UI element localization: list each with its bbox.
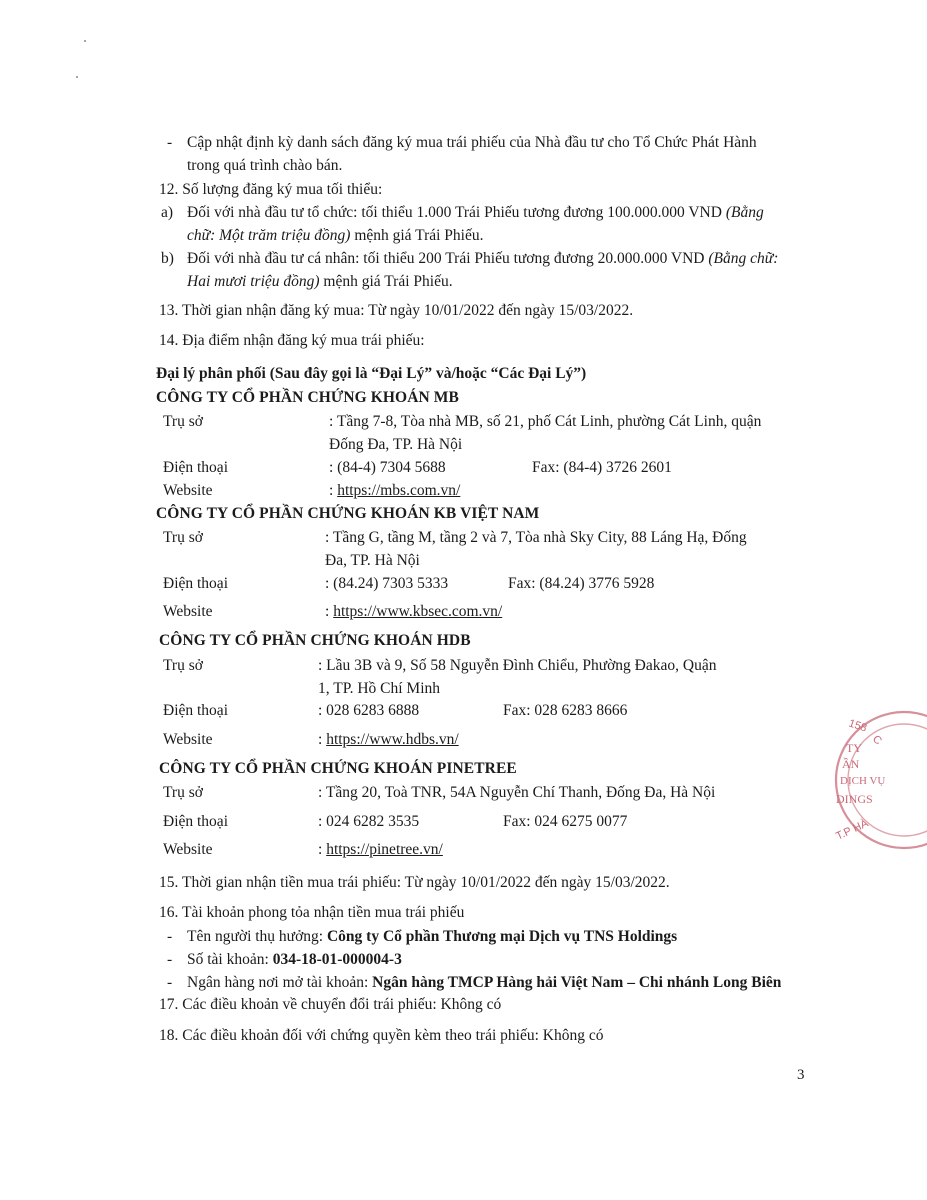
seal-line-1: TY	[846, 741, 862, 755]
item-12b-marker: b)	[161, 250, 174, 267]
item-16-beneficiary	[187, 927, 677, 947]
agent-phone-label: Điện thoại	[163, 459, 228, 476]
agent-website-row	[325, 602, 502, 622]
item-12a-line-1	[187, 203, 764, 223]
agent-hq-line-1: : Lầu 3B và 9, Số 58 Nguyễn Đình Chiểu, Phường Đakao, Quận	[318, 657, 717, 674]
intro-line-2: trong quá trình chào bán.	[187, 157, 343, 174]
agent-hq-label: Trụ sở	[163, 657, 203, 674]
agent-phone-label: Điện thoại	[163, 575, 228, 592]
agent-website-link-kb[interactable]: https://www.kbsec.com.vn/	[333, 603, 503, 620]
agent-hq-line-1: : Tầng G, tầng M, tầng 2 và 7, Tòa nhà Sky City, 88 Láng Hạ, Đống	[325, 529, 747, 546]
agent-website-label: Website	[163, 603, 213, 620]
agent-hq-line-1: : Tầng 7-8, Tòa nhà MB, số 21, phố Cát Linh, phường Cát Linh, quận	[329, 413, 762, 430]
item-12a-italic: (Bằng	[725, 204, 764, 221]
agent-heading: Đại lý phân phối (Sau đây gọi là “Đại Lý” và/hoặc “Các Đại Lý”)	[156, 365, 587, 382]
item-16-dash: -	[167, 974, 173, 991]
item-12-title: 12. Số lượng đăng ký mua tối thiểu:	[159, 181, 383, 198]
company-seal	[828, 704, 927, 852]
seal-bottom-text: T.P HÀ	[834, 817, 871, 843]
account-value: 034-18-01-000004-3	[272, 951, 402, 968]
agent-name-mb: CÔNG TY CỔ PHẦN CHỨNG KHOÁN MB	[156, 389, 459, 406]
item-12b-text: Đối với nhà đầu tư cá nhân: tối thiểu 200 Trái Phiếu tương đương 20.000.000 VND	[187, 250, 709, 267]
item-18: 18. Các điều khoản đối với chứng quyền kèm theo trái phiếu: Không có	[159, 1027, 604, 1044]
seal-top-c: C	[870, 733, 884, 748]
agent-name-hdb: CÔNG TY CỔ PHẦN CHỨNG KHOÁN HDB	[159, 632, 471, 649]
beneficiary-value: Công ty Cổ phần Thương mại Dịch vụ TNS Holdings	[326, 928, 678, 945]
item-12a-text: Đối với nhà đầu tư tổ chức: tối thiểu 1.000 Trái Phiếu tương đương 100.000.000 VND	[187, 204, 726, 221]
agent-fax: Fax: (84-4) 3726 2601	[532, 459, 672, 476]
agent-website-row	[318, 840, 443, 860]
item-15: 15. Thời gian nhận tiền mua trái phiếu: Từ ngày 10/01/2022 đến ngày 15/03/2022.	[159, 874, 670, 891]
agent-hq-line-2: Đa, TP. Hà Nội	[325, 552, 420, 569]
seal-line-3: DỊCH VỤ	[840, 775, 886, 787]
scan-speck	[84, 40, 86, 42]
seal-line-4: DINGS	[836, 792, 873, 806]
agent-hq-line-1: : Tầng 20, Toà TNR, 54A Nguyễn Chí Thanh, Đống Đa, Hà Nội	[318, 784, 716, 801]
seal-top-text: 158	[847, 717, 869, 735]
item-12b-line-1	[187, 249, 778, 269]
agent-hq-label: Trụ sở	[163, 529, 203, 546]
bank-label: Ngân hàng nơi mở tài khoản:	[187, 974, 373, 991]
bank-value: Ngân hàng TMCP Hàng hải Việt Nam – Chi nhánh Long Biên	[372, 974, 782, 991]
agent-website-prefix: :	[318, 731, 327, 748]
item-12b-line-2	[187, 272, 453, 292]
item-14: 14. Địa điểm nhận đăng ký mua trái phiếu:	[159, 332, 425, 349]
agent-website-label: Website	[163, 731, 213, 748]
agent-name-pinetree: CÔNG TY CỔ PHẦN CHỨNG KHOÁN PINETREE	[159, 760, 517, 777]
agent-phone-label: Điện thoại	[163, 702, 228, 719]
item-13: 13. Thời gian nhận đăng ký mua: Từ ngày 10/01/2022 đến ngày 15/03/2022.	[159, 302, 634, 319]
item-12a-marker: a)	[161, 204, 174, 221]
page-number: 3	[797, 1067, 805, 1083]
agent-website-row	[318, 730, 459, 750]
item-16-bank	[187, 973, 781, 993]
agent-website-prefix: :	[325, 603, 334, 620]
agent-website-link-pinetree[interactable]: https://pinetree.vn/	[326, 841, 443, 858]
agent-hq-label: Trụ sở	[163, 413, 203, 430]
item-12b-text-2: mệnh giá Trái Phiếu.	[319, 273, 453, 290]
item-17: 17. Các điều khoản về chuyển đổi trái phiếu: Không có	[159, 996, 502, 1013]
item-12b-italic-2: Hai mươi triệu đồng)	[187, 273, 320, 290]
agent-hq-line-2: 1, TP. Hồ Chí Minh	[318, 680, 441, 697]
item-12a-italic-2: chữ: Một trăm triệu đồng)	[187, 227, 351, 244]
item-16-title: 16. Tài khoản phong tỏa nhận tiền mua trái phiếu	[159, 904, 465, 921]
account-label: Số tài khoản:	[187, 951, 273, 968]
agent-website-row	[329, 481, 460, 501]
agent-phone: : (84.24) 7303 5333	[325, 575, 449, 592]
agent-phone-label: Điện thoại	[163, 813, 228, 830]
item-16-dash: -	[167, 951, 173, 968]
agent-phone: : 028 6283 6888	[318, 702, 420, 719]
item-12b-italic: (Bằng chữ:	[708, 250, 779, 267]
item-12a-line-2	[187, 226, 483, 246]
agent-website-prefix: :	[318, 841, 327, 858]
beneficiary-label: Tên người thụ hưởng:	[187, 928, 327, 945]
agent-hq-line-2: Đống Đa, TP. Hà Nội	[329, 436, 463, 453]
agent-fax: Fax: 024 6275 0077	[503, 813, 628, 830]
agent-fax: Fax: (84.24) 3776 5928	[508, 575, 655, 592]
intro-dash: -	[167, 134, 173, 151]
agent-website-label: Website	[163, 482, 213, 499]
intro-line-1: Cập nhật định kỳ danh sách đăng ký mua trái phiếu của Nhà đầu tư cho Tổ Chức Phát Hành	[187, 134, 757, 151]
item-16-dash: -	[167, 928, 173, 945]
seal-line-2: ẦN	[842, 757, 860, 771]
agent-website-link-hdb[interactable]: https://www.hdbs.vn/	[326, 731, 459, 748]
agent-website-label: Website	[163, 841, 213, 858]
agent-fax: Fax: 028 6283 8666	[503, 702, 628, 719]
item-12a-text-2: mệnh giá Trái Phiếu.	[350, 227, 484, 244]
agent-website-link-mb[interactable]: https://mbs.com.vn/	[337, 482, 461, 499]
agent-name-kb: CÔNG TY CỔ PHẦN CHỨNG KHOÁN KB VIỆT NAM	[156, 505, 540, 522]
agent-website-prefix: :	[329, 482, 338, 499]
item-16-account	[187, 950, 402, 970]
scan-speck	[76, 76, 78, 78]
agent-phone: : (84-4) 7304 5688	[329, 459, 446, 476]
agent-phone: : 024 6282 3535	[318, 813, 420, 830]
agent-hq-label: Trụ sở	[163, 784, 203, 801]
